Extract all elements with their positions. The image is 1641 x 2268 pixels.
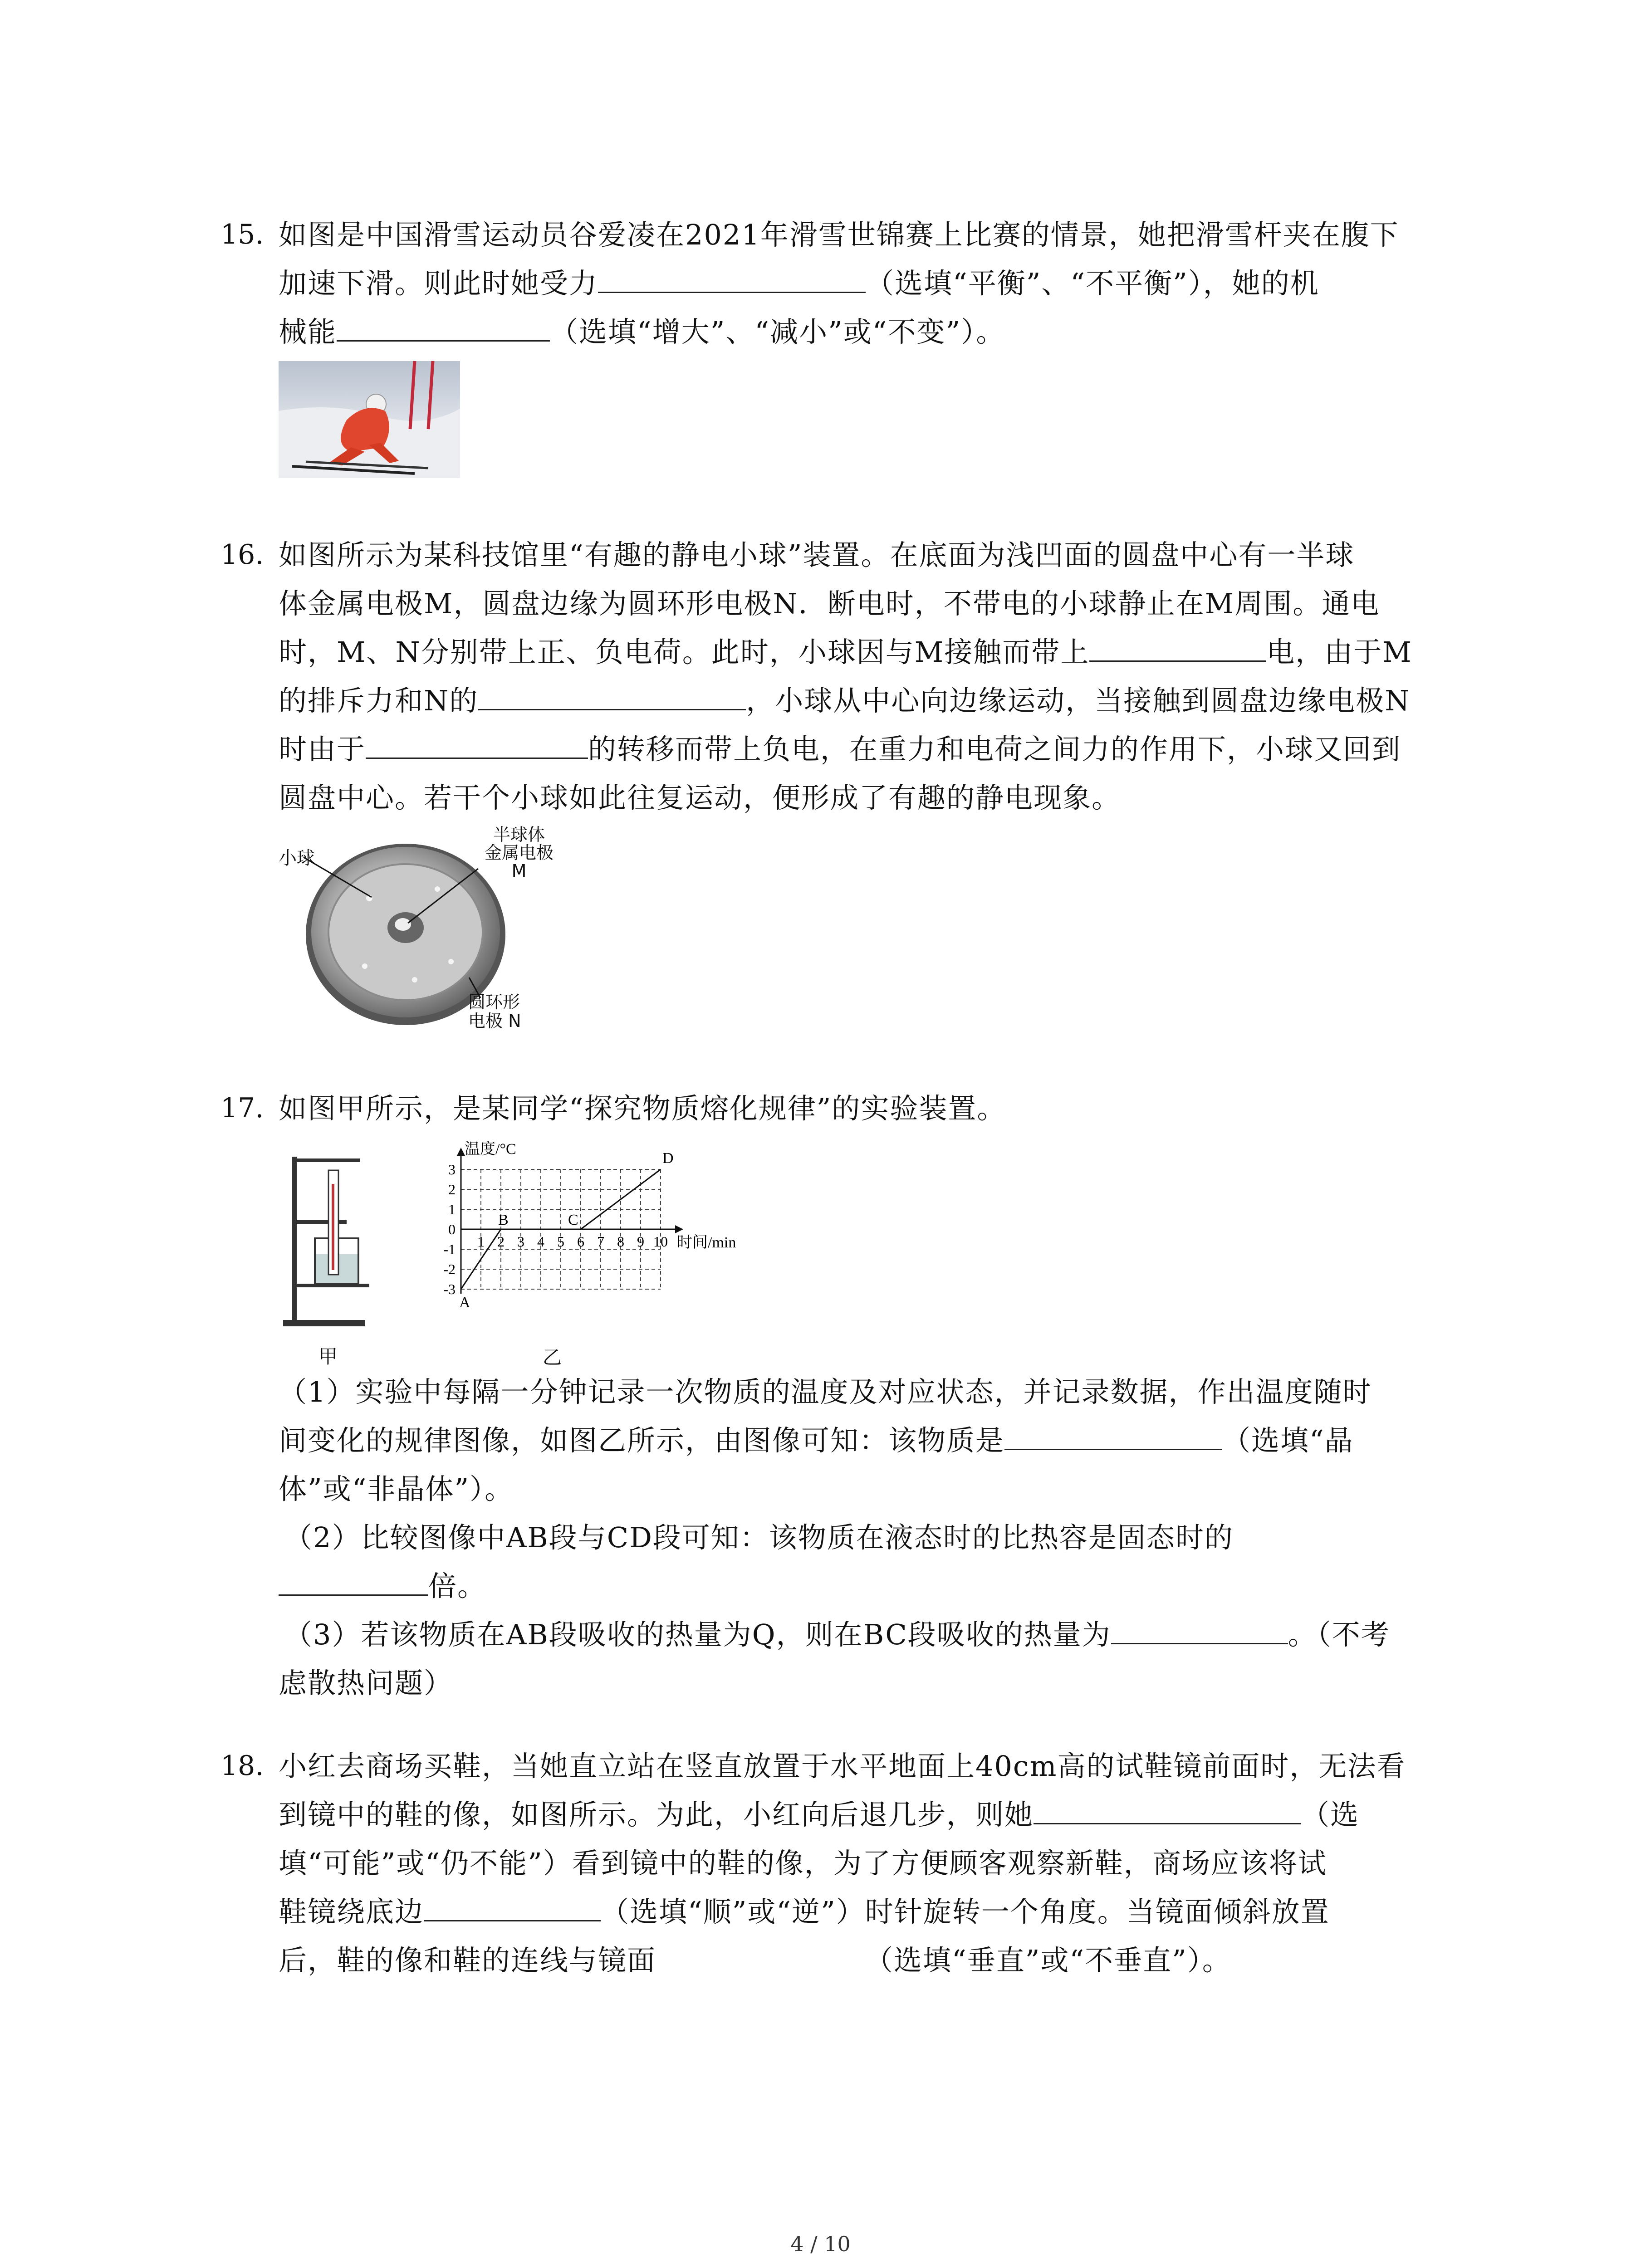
y-tick-label: 3	[448, 1161, 456, 1178]
q16-line-3	[279, 628, 1412, 676]
q16-text: 时，M、N分别带上正、负电荷。此时，小球因与M接触而带上	[279, 635, 1090, 669]
figure-label-jia: 甲	[318, 1345, 338, 1368]
skier-photo	[279, 361, 460, 478]
x-tick-label: 5	[557, 1233, 564, 1250]
question-17	[220, 1084, 1445, 1700]
q18-line-5	[279, 1936, 1231, 1984]
q17-part3-line1	[284, 1610, 1390, 1659]
question-15	[220, 210, 1445, 492]
label-ball: 小球	[279, 848, 315, 869]
q15-text: 加速下滑。则此时她受力	[279, 267, 598, 300]
q16-text: 的转移而带上负电，在重力和电荷之间力的作用下，小球又回到	[588, 733, 1401, 766]
q17-text: 。（不考	[1288, 1618, 1390, 1651]
q18-line-1: 小红去商场买鞋，当她直立站在竖直放置于水平地面上40cm高的试鞋镜前面时，无法看	[279, 1750, 1406, 1783]
q17-text: （选填“晶	[1222, 1424, 1354, 1457]
question-number: 15.	[220, 219, 264, 250]
q17-part1-line2	[279, 1416, 1354, 1465]
q18-text: 鞋镜绕底边	[279, 1895, 424, 1928]
point-label-d: D	[662, 1150, 674, 1167]
point-label-c: C	[568, 1212, 578, 1228]
q15-text: （选填“增大”、“减小”或“不变”）。	[550, 315, 1005, 348]
apparatus-figure-jia	[279, 1152, 369, 1368]
answer-blank[interactable]	[1111, 1616, 1288, 1644]
q15-text: 械能	[279, 315, 337, 348]
q16-text: 电，由于M	[1266, 635, 1412, 669]
q16-line-5	[279, 725, 1401, 773]
q16-text: 时由于	[279, 733, 366, 766]
answer-blank[interactable]	[424, 1893, 601, 1921]
q18-line-3: 填“可能”或“仍不能”）看到镜中的鞋的像，为了方便顾客观察新鞋，商场应该将试	[279, 1847, 1327, 1880]
label-electrode-m-line3: M	[511, 861, 527, 881]
answer-blank[interactable]	[279, 1567, 428, 1596]
q18-text: 到镜中的鞋的像，如图所示。为此，小红向后退几步，则她	[279, 1798, 1034, 1831]
q17-part1-line3: 体”或“非晶体”）。	[279, 1472, 514, 1505]
y-axis-arrow	[457, 1148, 465, 1156]
q18-line-4	[279, 1887, 1330, 1936]
q15-line-1: 如图是中国滑雪运动员谷爱凌在2021年滑雪世锦赛上比赛的情景，她把滑雪杆夹在腹下	[279, 218, 1399, 251]
label-electrode-m	[474, 826, 564, 880]
label-electrode-n-line1: 圆环形	[468, 992, 520, 1012]
x-tick-label: 10	[653, 1233, 668, 1250]
question-18	[220, 1742, 1445, 1996]
q18-text: （选填“垂直”或“不垂直”）。	[865, 1944, 1231, 1977]
melting-chart-yi	[411, 1141, 736, 1369]
x-tick-label: 6	[577, 1233, 584, 1250]
q16-line-1: 如图所示为某科技馆里“有趣的静电小球”装置。在底面为浅凹面的圆盘中心有一半球	[279, 538, 1355, 572]
q16-line-6: 圆盘中心。若干个小球如此往复运动，便形成了有趣的静电现象。	[279, 781, 1121, 814]
label-electrode-n-line2: 电极 N	[468, 1011, 521, 1031]
q17-text: （3）若该物质在AB段吸收的热量为Q，则在BC段吸收的热量为	[284, 1618, 1111, 1651]
y-tick-label: -2	[443, 1261, 456, 1277]
question-number: 16.	[220, 539, 264, 571]
electrostatic-device-figure	[279, 825, 605, 1031]
page-number: 4 / 10	[790, 2232, 851, 2256]
q18-line-2	[279, 1790, 1359, 1839]
point-label-b: B	[498, 1212, 509, 1228]
label-electrode-m-line1: 半球体	[493, 825, 545, 845]
q17-part1-line1: （1）实验中每隔一分钟记录一次物质的温度及对应状态，并记录数据，作出温度随时	[279, 1375, 1372, 1408]
q18-text: （选	[1301, 1798, 1360, 1831]
q17-part2-line2	[279, 1562, 486, 1610]
point-label-a: A	[459, 1294, 470, 1311]
q18-text: 后，鞋的像和鞋的连线与镜面	[279, 1944, 656, 1977]
figure-label-yi: 乙	[543, 1346, 562, 1369]
x-tick-label: 8	[617, 1233, 624, 1250]
x-tick-label: 1	[477, 1233, 485, 1250]
x-axis-label: 时间/min	[677, 1234, 736, 1251]
answer-blank[interactable]	[366, 730, 588, 759]
q15-line-2	[279, 259, 1319, 308]
label-electrode-n	[468, 992, 521, 1031]
x-tick-label: 7	[597, 1233, 604, 1250]
question-16	[220, 531, 1445, 1043]
answer-blank[interactable]	[1004, 1422, 1222, 1450]
answer-blank[interactable]	[656, 1941, 865, 1970]
q17-part2-line1: （2）比较图像中AB段与CD段可知：该物质在液态时的比热容是固态时的	[284, 1521, 1234, 1554]
y-tick-label: 2	[448, 1181, 456, 1198]
q17-line-1: 如图甲所示，是某同学“探究物质熔化规律”的实验装置。	[279, 1092, 1006, 1125]
melting-chart-svg	[411, 1141, 736, 1338]
label-electrode-m-line2: 金属电极	[484, 843, 554, 863]
x-tick-label: 2	[497, 1233, 505, 1250]
y-tick-label: -1	[443, 1241, 456, 1257]
q18-text: （选填“顺”或“逆”）时针旋转一个角度。当镜面倾斜放置	[601, 1895, 1330, 1928]
q15-line-3	[279, 308, 1005, 356]
question-number: 18.	[220, 1750, 264, 1782]
answer-blank[interactable]	[1034, 1796, 1301, 1824]
q17-part3-line2: 虑散热问题）	[279, 1667, 453, 1700]
q16-line-2: 体金属电极M，圆盘边缘为圆环形电极N．断电时，不带电的小球静止在M周围。通电	[279, 587, 1380, 620]
q17-text: 间变化的规律图像，如图乙所示，由图像可知：该物质是	[279, 1424, 1005, 1457]
answer-blank[interactable]	[1089, 633, 1266, 662]
answer-blank[interactable]	[478, 682, 746, 710]
y-tick-label: 1	[448, 1201, 456, 1217]
answer-blank[interactable]	[598, 264, 866, 293]
y-axis-label: 温度/°C	[465, 1141, 516, 1158]
x-tick-label: 9	[637, 1233, 644, 1250]
answer-blank[interactable]	[337, 313, 550, 342]
y-tick-label: 0	[448, 1221, 456, 1237]
y-tick-label: -3	[443, 1281, 456, 1297]
q16-line-4	[279, 676, 1411, 725]
q16-text: 的排斥力和N的	[279, 684, 479, 717]
q17-text: 倍。	[428, 1569, 487, 1603]
x-tick-label: 3	[517, 1233, 524, 1250]
q16-text: ，小球从中心向边缘运动，当接触到圆盘边缘电极N	[746, 684, 1411, 717]
x-tick-label: 4	[537, 1233, 544, 1250]
question-number: 17.	[220, 1092, 264, 1124]
q15-text: （选填“平衡”、“不平衡”），她的机	[866, 267, 1319, 300]
x-axis-arrow	[675, 1225, 683, 1233]
